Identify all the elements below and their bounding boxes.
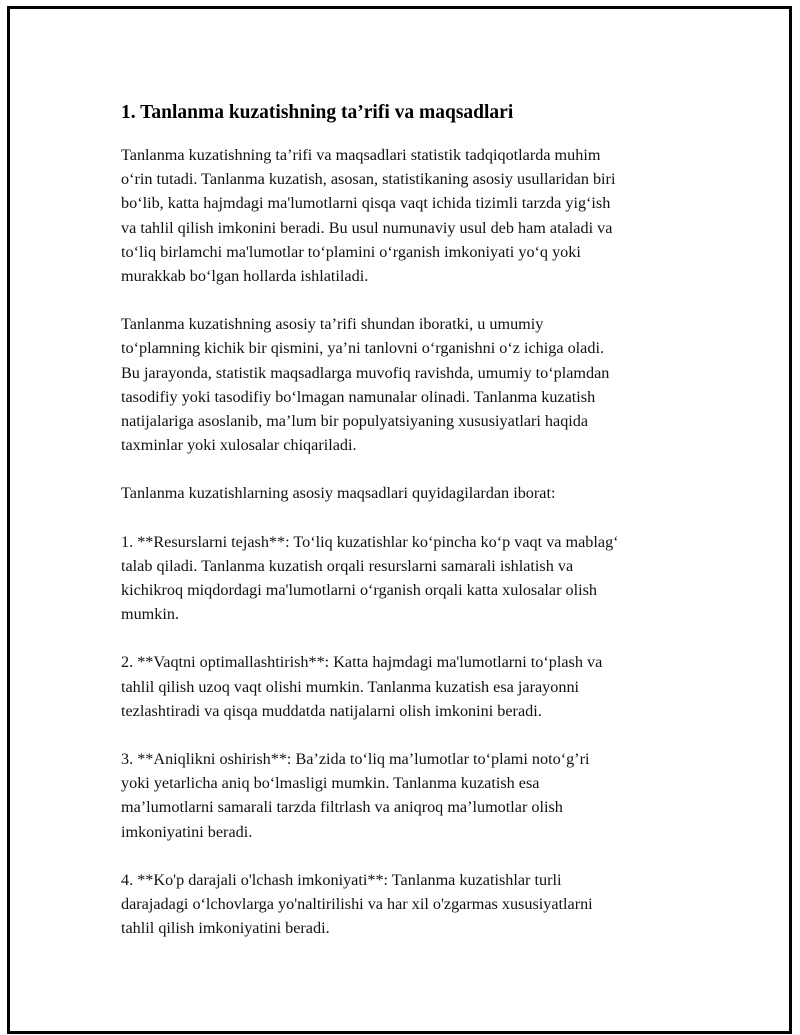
paragraph-goals-intro: Tanlanma kuzatishlarning asosiy maqsadlari quyidagilardan iborat:: [121, 484, 556, 503]
paragraph-definition-detail: Tanlanma kuzatishning asosiy ta’rifi shundan iboratki, u umumiy to‘plamning kichik bir qismini, ya’ni tanlovni o‘rganishni o‘z ichiga oladi. Bu jarayonda, statistik maqsadlarga muvofiq ravishda, umumiy to‘plamdan tasodifiy yoki tasodifiy bo‘lmagan namunalar olinadi. Tanlanma kuzatish natijalariga asoslanib, ma’lum bir populyatsiyaning xususiyatlari haqida taxminlar yoki xulosalar chiqariladi.: [121, 315, 610, 455]
list-item-resources: 1. **Resurslarni tejash**: To‘liq kuzatishlar ko‘pincha ko‘p vaqt va mablag‘ talab qiladi. Tanlanma kuzatish orqali resurslarni samarali ishlatish va kichikroq miqdordagi ma'lumotlarni o‘rganish orqali katta xulosalar olish mumkin.: [121, 532, 619, 624]
list-item-multilevel: 4. **Ko'p darajali o'lchash imkoniyati**: Tanlanma kuzatishlar turli darajadagi o‘lchovlarga yo'naltirilishi va har xil o'zgarmas xususiyatlarni tahlil qilish imkoniyatini beradi.: [121, 870, 593, 938]
section-heading: 1. Tanlanma kuzatishning ta’rifi va maqsadlari: [121, 102, 514, 123]
paragraph-definition-intro: Tanlanma kuzatishning ta’rifi va maqsadlari statistik tadqiqotlarda muhim o‘rin tutadi. Tanlanma kuzatish, asosan, statistikaning asosiy usullaridan biri bo‘lib, katta hajmdagi ma'lumotlarni qisqa vaqt ichida tizimli tarzda yig‘ish va tahlil qilish imkonini beradi. Bu usul numunaviy usul deb ham ataladi va to‘liq birlamchi ma'lumotlar to‘plamini o‘rganish imkoniyati yo‘q yoki murakkab bo‘lgan hollarda ishlatiladi.: [121, 146, 616, 286]
page-frame: [7, 6, 792, 1034]
document-body: [121, 100, 701, 964]
list-item-accuracy: 3. **Aniqlikni oshirish**: Ba’zida to‘liq ma’lumotlar to‘plami noto‘g’ri yoki yetarlicha aniq bo‘lmasligi mumkin. Tanlanma kuzatish esa ma’lumotlarni samarali tarzda filtrlash va aniqroq ma’lumotlar olish imkoniyatini beradi.: [121, 750, 590, 841]
list-item-time: 2. **Vaqtni optimallashtirish**: Katta hajmdagi ma'lumotlarni to‘plash va tahlil qilish uzoq vaqt olishi mumkin. Tanlanma kuzatish esa jarayonni tezlashtiradi va qisqa muddatda natijalarni olish imkonini beradi.: [121, 653, 603, 720]
